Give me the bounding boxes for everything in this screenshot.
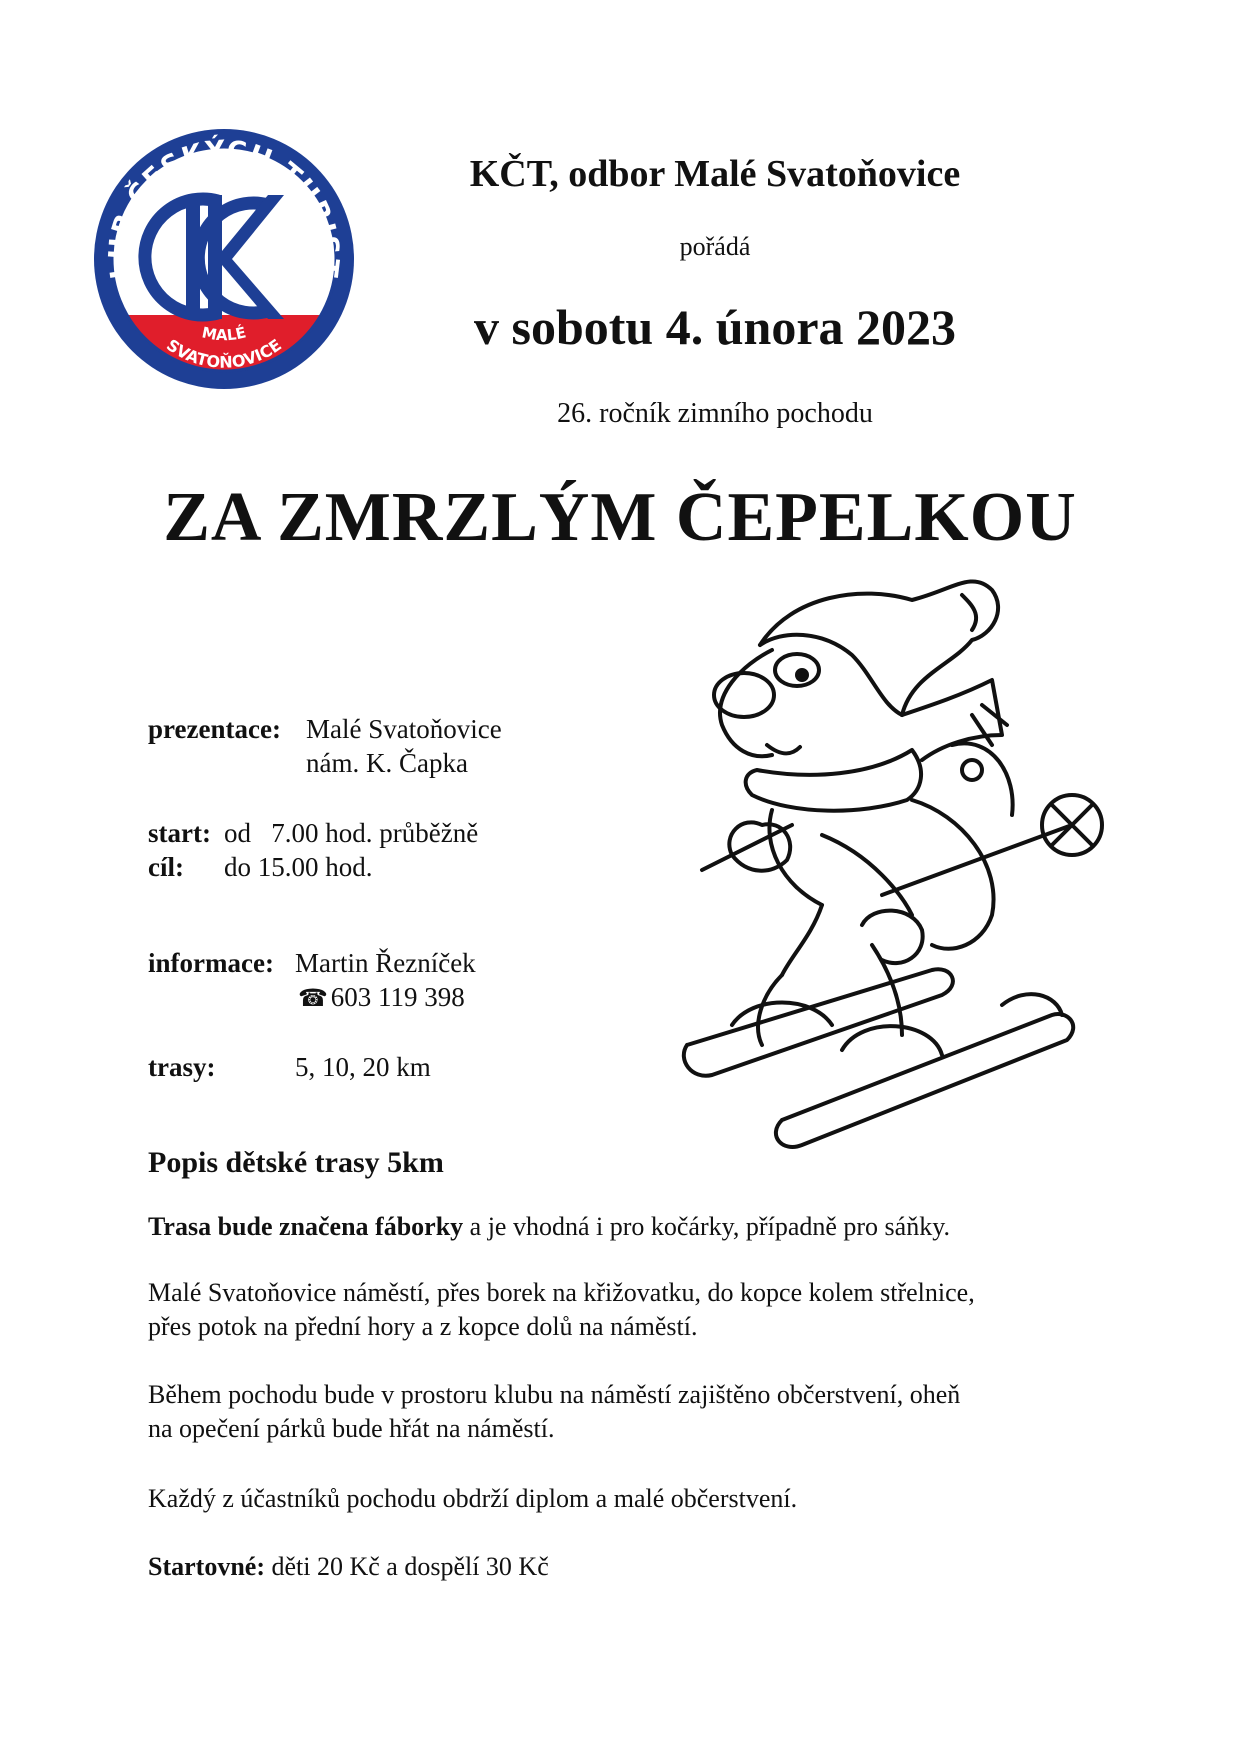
kct-logo-graphic [90,125,358,393]
start-time: od 7.00 hod. průběžně [224,818,479,848]
event-date: v sobotu 4. února 2023 [473,299,957,355]
logo-bottom-text-1: MALÉ [200,323,248,345]
telephone-icon: ☎ [298,986,328,1012]
start-label: start: [148,818,211,848]
presentation-square: nám. K. Čapka [306,748,468,778]
finish-time: do 15.00 hod. [224,852,373,882]
routes-label: trasy: [148,1052,216,1082]
contact-name: Martin Řezníček [295,948,476,978]
paragraph-marking: Trasa bude značena fáborky a je vhodná i pro kočárky, případně pro sáňky. [148,1212,951,1241]
paragraph-route: Malé Svatoňovice náměstí, přes borek na křižovatku, do kopce kolem střelnice, přes potok na přední hory a z kopce dolů na náměstí. [148,1278,975,1341]
event-title: ZA ZMRZLÝM ČEPELKOU [163,479,1077,556]
entry-fee: Startovné: děti 20 Kč a dospělí 30 Kč [148,1552,549,1581]
presentation-place: Malé Svatoňovice [306,714,502,744]
skier-illustration [672,575,1127,1175]
contact-label: informace: [148,948,274,978]
contact-phone: 603 119 398 [330,982,465,1012]
logo-bottom-text-2: SVATOŇOVICE [163,335,285,372]
organizer: KČT, odbor Malé Svatoňovice [469,153,961,195]
logo-ring-text: LUB ČESKÝCH TURIST [103,135,345,281]
finish-label: cíl: [148,852,184,882]
edition-text: 26. ročník zimního pochodu [557,398,873,429]
presents-text: pořádá [679,232,751,261]
routes-value: 5, 10, 20 km [295,1052,431,1082]
kct-logo [90,125,358,393]
paragraph-refreshments: Během pochodu bude v prostoru klubu na náměstí zajištěno občerstvení, oheň na opečení párků bude hřát na náměstí. [148,1380,961,1443]
paragraph-diploma: Každý z účastníků pochodu obdrží diplom a malé občerstvení. [148,1484,798,1513]
presentation-label: prezentace: [148,714,281,744]
contact-phone-line [298,980,465,1016]
children-route-heading: Popis dětské trasy 5km [148,1146,444,1179]
